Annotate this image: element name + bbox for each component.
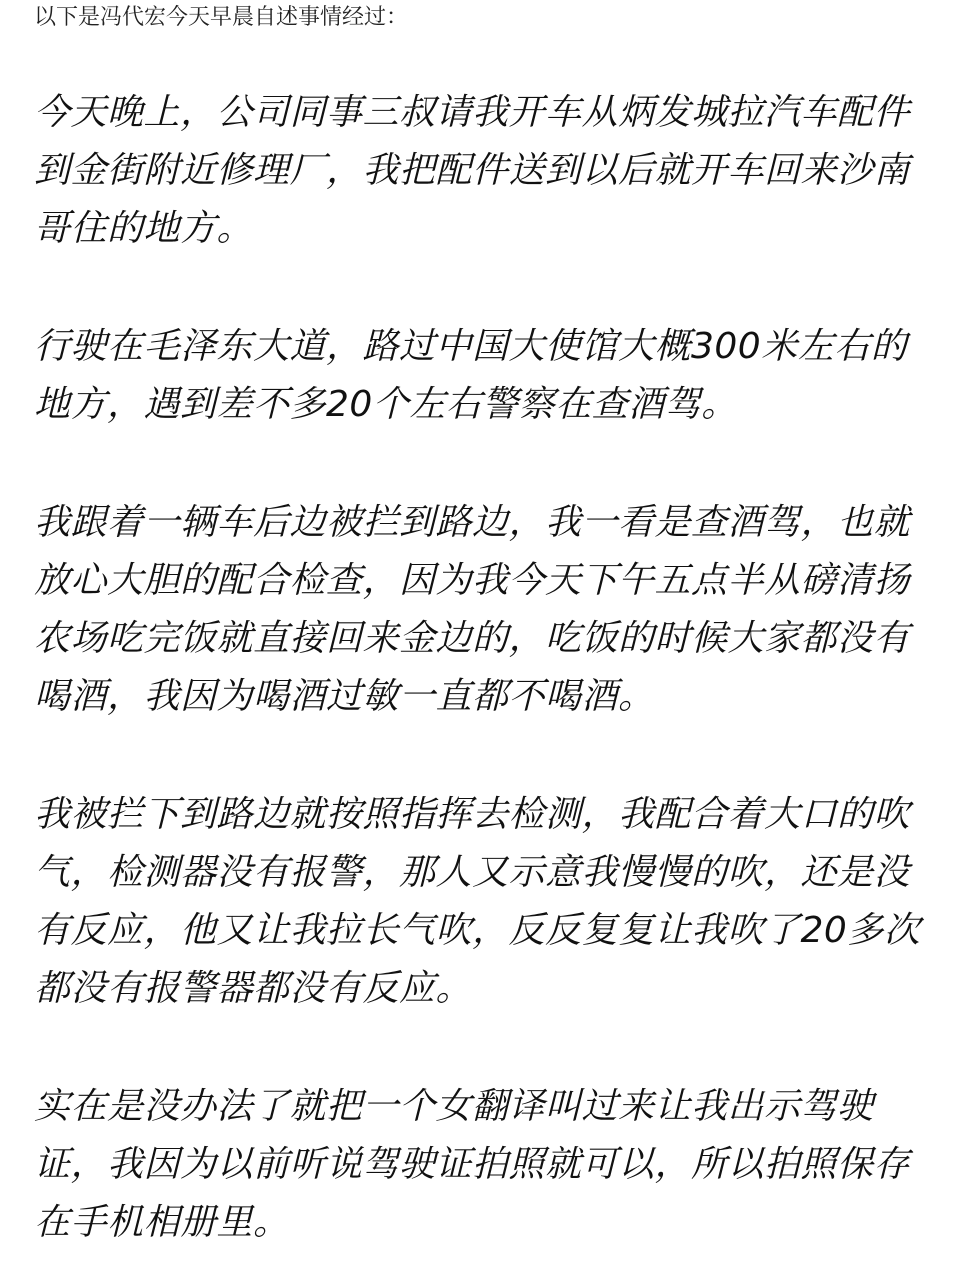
paragraph-3: 我跟着一辆车后边被拦到路边，我一看是查酒驾，也就放心大胆的配合检查，因为我今天下午五点半从磅清扬农场吃完饭就直接回来金边的，吃饭的时候大家都没有喝酒，我因为喝酒过敏一直都不喝酒。 bbox=[34, 502, 911, 717]
article-body bbox=[34, 84, 924, 1252]
paragraph-1: 今天晚上，公司同事三叔请我开车从炳发城拉汽车配件到金街附近修理厂，我把配件送到以后就开车回来沙南哥住的地方。 bbox=[34, 92, 911, 249]
paragraph-2: 行驶在毛泽东大道，路过中国大使馆大概300米左右的地方，遇到差不多20个左右警察在查酒驾。 bbox=[34, 326, 908, 425]
paragraph-4: 我被拦下到路边就按照指挥去检测，我配合着大口的吹气，检测器没有报警，那人又示意我慢慢的吹，还是没有反应，他又让我拉长气吹，反反复复让我吹了20多次都没有报警器都没有反应。 bbox=[34, 794, 921, 1009]
paragraph-5: 实在是没办法了就把一个女翻译叫过来让我出示驾驶证，我因为以前听说驾驶证拍照就可以，所以拍照保存在手机相册里。 bbox=[34, 1086, 911, 1243]
header-text: 以下是冯代宏今天早晨自述事情经过： bbox=[34, 5, 409, 30]
